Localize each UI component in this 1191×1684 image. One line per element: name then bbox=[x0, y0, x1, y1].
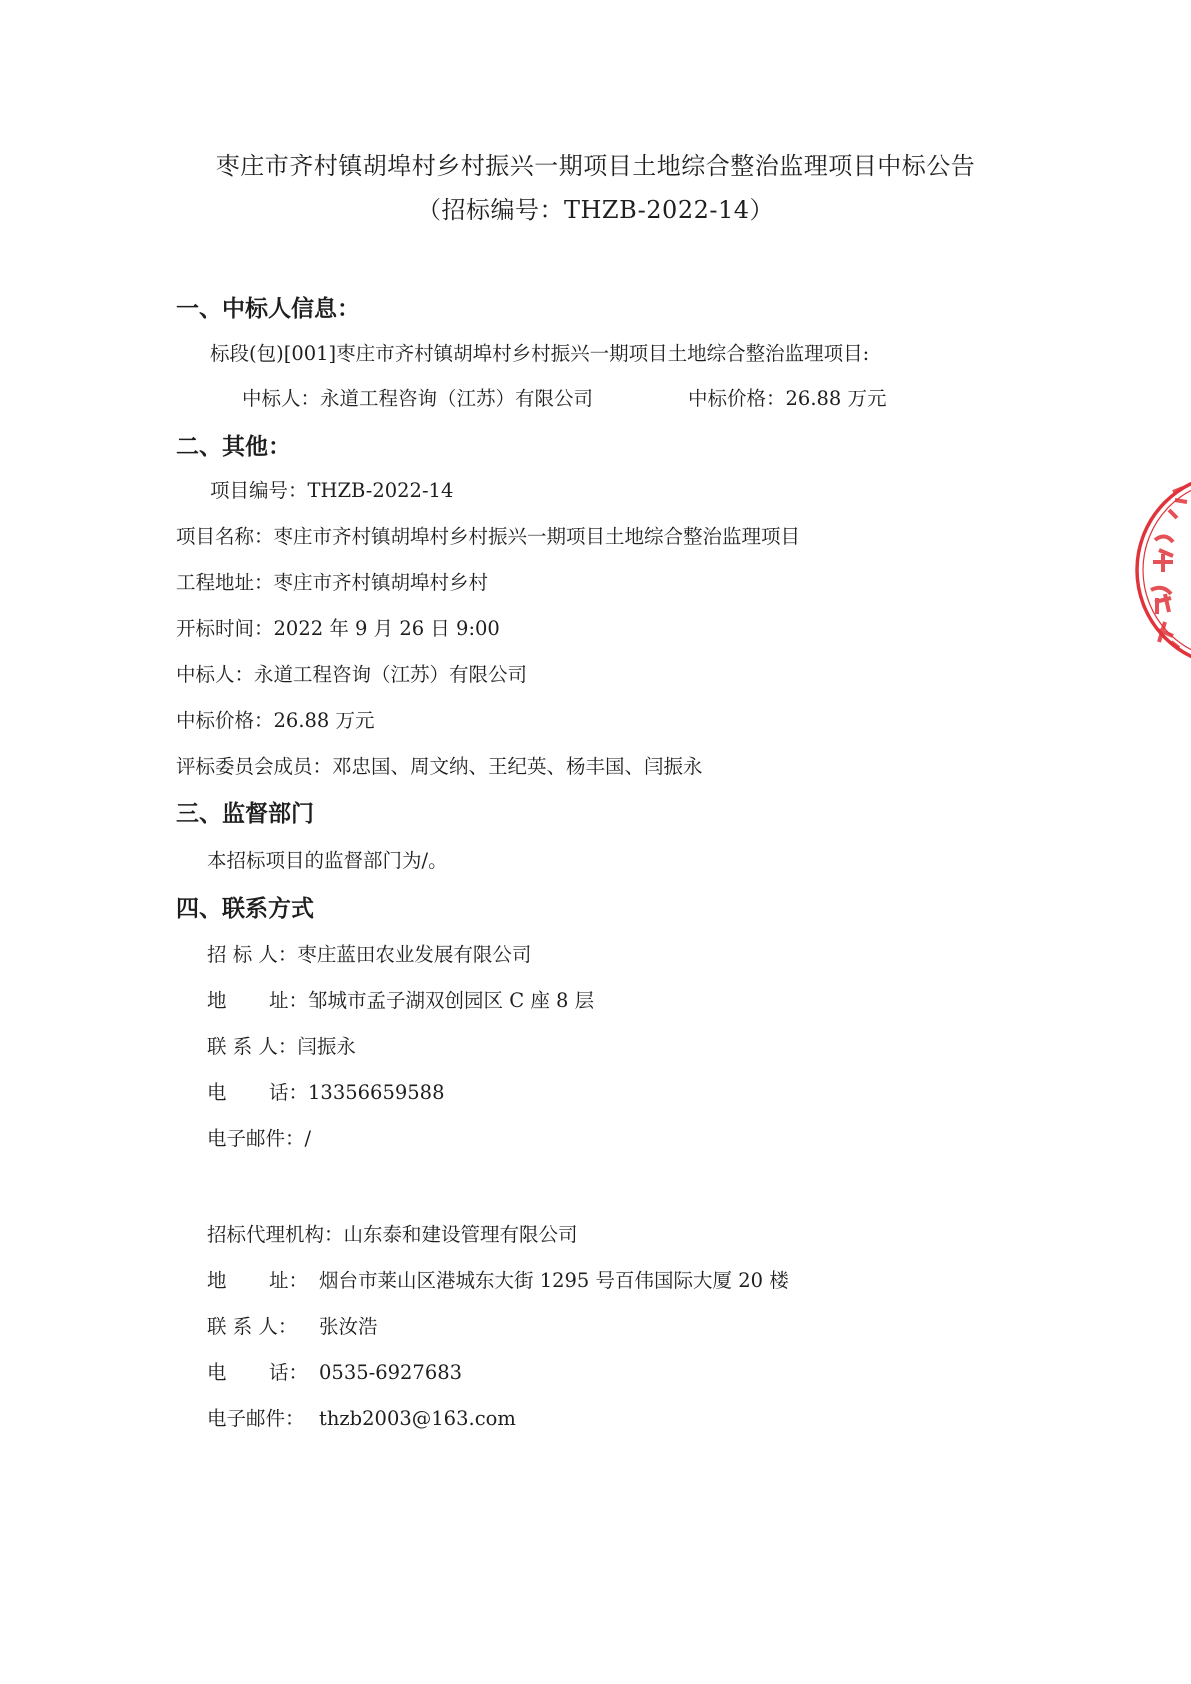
agency-contact-row bbox=[207, 1311, 378, 1339]
tenderer-phone-label-b: 话： bbox=[269, 1081, 309, 1104]
agency-phone-label-b: 话： bbox=[269, 1361, 309, 1384]
tenderer-name-label: 招 标 人： bbox=[207, 943, 298, 966]
tenderer-phone-label-a: 电 bbox=[207, 1081, 227, 1104]
winner-name: 中标人：永道工程咨询（江苏）有限公司 bbox=[176, 663, 528, 686]
agency-name: 山东泰和建设管理有限公司 bbox=[343, 1223, 578, 1246]
section-heading-contact: 四、联系方式 bbox=[176, 896, 314, 922]
tenderer-address-row bbox=[207, 985, 594, 1013]
tenderer-address: 邹城市孟子湖双创园区 C 座 8 层 bbox=[308, 989, 595, 1012]
agency-name-row bbox=[207, 1219, 578, 1247]
agency-phone-label-a: 电 bbox=[207, 1361, 227, 1384]
supervision-text: 本招标项目的监督部门为/。 bbox=[207, 849, 448, 872]
project-number: 项目编号：THZB-2022-14 bbox=[210, 479, 454, 502]
tenderer-address-label-b: 址： bbox=[269, 989, 309, 1012]
agency-phone: 0535-6927683 bbox=[319, 1361, 463, 1384]
tenderer-email-label: 电子邮件： bbox=[207, 1127, 305, 1150]
seal-graphic bbox=[1115, 470, 1191, 670]
lot-line: 标段(包)[001]枣庄市齐村镇胡埠村乡村振兴一期项目土地综合整治监理项目: bbox=[210, 342, 870, 365]
agency-address-label-a: 地 bbox=[207, 1269, 227, 1292]
red-seal-stamp bbox=[1115, 470, 1191, 670]
agency-address-row bbox=[207, 1265, 789, 1293]
project-site: 工程地址：枣庄市齐村镇胡埠村乡村 bbox=[176, 571, 489, 594]
tender-code: （招标编号：THZB-2022-14） bbox=[416, 196, 775, 224]
tenderer-email-row bbox=[207, 1123, 311, 1151]
tenderer-phone: 13356659588 bbox=[308, 1081, 445, 1104]
agency-address-label-b: 址： bbox=[269, 1269, 309, 1292]
tenderer-contact: 闫振永 bbox=[297, 1035, 356, 1058]
committee-members: 评标委员会成员：邓忠国、周文纳、王纪英、杨丰国、闫振永 bbox=[176, 755, 703, 778]
agency-email-label: 电子邮件： bbox=[207, 1407, 305, 1430]
agency-phone-row bbox=[207, 1357, 462, 1385]
agency-email-row bbox=[207, 1403, 516, 1431]
agency-name-label: 招标代理机构： bbox=[207, 1223, 344, 1246]
tenderer-name: 枣庄蓝田农业发展有限公司 bbox=[297, 943, 532, 966]
section-heading-winner-info: 一、中标人信息： bbox=[176, 296, 360, 322]
winner-price: 中标价格：26.88 万元 bbox=[176, 709, 375, 732]
agency-contact: 张汝浩 bbox=[319, 1315, 378, 1338]
section-heading-supervision: 三、监督部门 bbox=[176, 801, 314, 827]
project-name: 项目名称：枣庄市齐村镇胡埠村乡村振兴一期项目土地综合整治监理项目 bbox=[176, 525, 801, 548]
document-title: 枣庄市齐村镇胡埠村乡村振兴一期项目土地综合整治监理项目中标公告 bbox=[215, 152, 976, 180]
lot-winner: 中标人：永道工程咨询（江苏）有限公司 bbox=[242, 387, 594, 410]
agency-contact-label: 联 系 人： bbox=[207, 1315, 298, 1338]
tenderer-phone-row bbox=[207, 1077, 445, 1105]
agency-address: 烟台市莱山区港城东大街 1295 号百伟国际大厦 20 楼 bbox=[319, 1269, 789, 1292]
tenderer-address-label-a: 地 bbox=[207, 989, 227, 1012]
tenderer-name-row bbox=[207, 939, 531, 967]
bid-open-time: 开标时间：2022 年 9 月 26 日 9:00 bbox=[176, 617, 500, 640]
section-heading-other: 二、其他： bbox=[176, 434, 291, 460]
lot-price: 中标价格：26.88 万元 bbox=[688, 387, 887, 410]
tenderer-email: / bbox=[304, 1127, 312, 1150]
tenderer-contact-row bbox=[207, 1031, 356, 1059]
agency-email: thzb2003@163.com bbox=[319, 1407, 516, 1430]
tenderer-contact-label: 联 系 人： bbox=[207, 1035, 298, 1058]
